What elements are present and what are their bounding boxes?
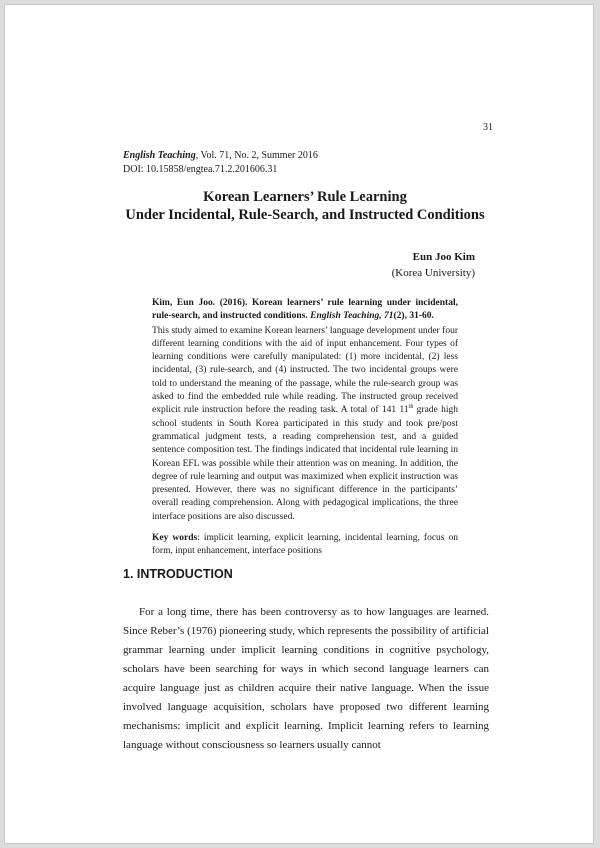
- intro-paragraph: For a long time, there has been controversy as to how languages are learned. Since Reber’s (1976) pioneering study, which represents the possibility of artificial grammar learning under implicit learning conditions in cognitive psychology, scholars have been searching for ways in which second language learners can acquire language just as children acquire their native language. When the issue involved language acquisition, scholars have proposed two different learning mechanisms: implicit and explicit learning. Implicit learning refers to learning language without consciousness so learners usually cannot: [123, 606, 489, 751]
- abstract-block: [152, 297, 458, 559]
- citation-authors-year: Kim, Eun Joo. (2016).: [152, 298, 253, 308]
- keywords-label: Key words: [152, 533, 198, 544]
- journal-name: English Teaching: [123, 150, 196, 161]
- citation-article-title: Korean learners’ rule learning under incidental, rule-search, and instructed conditions.: [152, 298, 458, 322]
- paper-title-line-2: Under Incidental, Rule-Search, and Instructed Conditions: [125, 207, 485, 223]
- paper-page: [4, 4, 594, 844]
- citation-journal: English Teaching, 71: [310, 311, 394, 322]
- journal-details: , Vol. 71, No. 2, Summer 2016: [195, 150, 318, 161]
- citation: [152, 297, 458, 324]
- keywords-text: : implicit learning, explicit learning, incidental learning, focus on form, input enhancement, interface positions: [152, 533, 458, 557]
- abstract-text-part-2: grade high school students in South Korea participated in this study and took pre/post grammatical judgment tests, a reading comprehension test, and a guided sentence composition test. The findings indicated that incidental rule learning in Korean EFL was possible while their attention was on meaning. In addition, the degree of rule learning and output was maximized when explicit instruction was presented. However, there was no significant difference in the participants’ overall reading comprehension. Along with pedagogical implications, the three interface positions are also discussed.: [152, 405, 458, 522]
- paper-title-line-1: Korean Learners’ Rule Learning: [203, 189, 407, 205]
- citation-issue-pages: (2), 31-60.: [393, 311, 434, 322]
- author-name: Eun Joo Kim: [412, 251, 475, 263]
- page-number: 31: [483, 122, 493, 133]
- superscript-th: th: [408, 404, 414, 411]
- author-affiliation: (Korea University): [391, 267, 475, 279]
- section-heading: 1. INTRODUCTION: [123, 567, 233, 581]
- abstract-text: [152, 325, 458, 524]
- doi: DOI: 10.15858/engtea.71.2.201606.31: [123, 164, 278, 175]
- keywords: [152, 532, 458, 559]
- journal-info: [123, 150, 318, 161]
- abstract-text-part-1: This study aimed to examine Korean learners’ language development under four different learning conditions with the aid of input enhancement. Four types of learning conditions were carefully manipulated: (1) more incidental, (2) less incidental, (3) rule-search, and (4) instructed. The two incidental groups were told to understand the meaning of the passage, while the rule-search group was asked to find the embedded rule while reading. The instructed group received explicit rule instruction before the reading task. A total of 141 11: [152, 325, 458, 416]
